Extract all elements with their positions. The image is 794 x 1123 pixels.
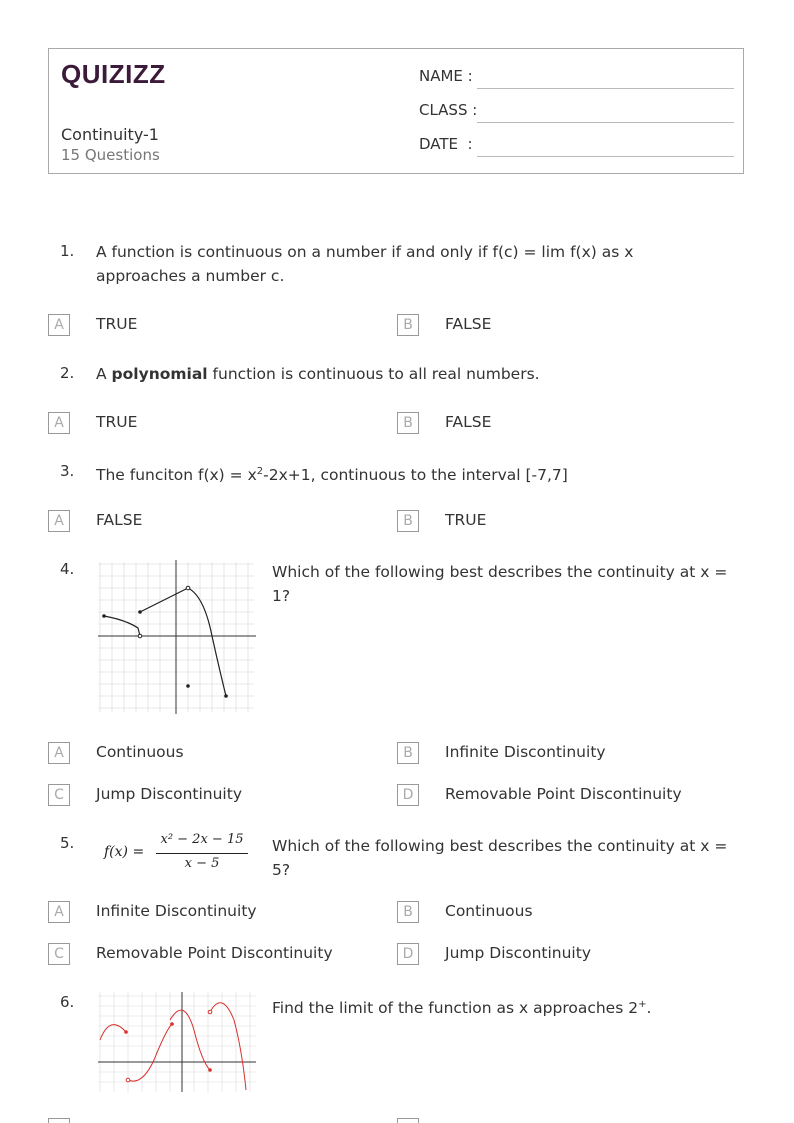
question-number: 3. bbox=[60, 462, 75, 480]
option-letter: C bbox=[48, 784, 70, 806]
red-curve-graph-image bbox=[96, 990, 258, 1094]
curve-segment-1 bbox=[104, 616, 140, 636]
question-number: 2. bbox=[60, 364, 75, 382]
date-line[interactable] bbox=[477, 156, 734, 157]
question-text: Which of the following best describes the continuity at x = 5? bbox=[272, 837, 728, 879]
option-b[interactable] bbox=[397, 742, 727, 766]
question-text: A polynomial function is continuous to all real numbers. bbox=[96, 365, 540, 383]
curve-segment-3 bbox=[170, 1010, 210, 1070]
option-letter: D bbox=[397, 943, 419, 965]
option-letter: A bbox=[48, 901, 70, 923]
fraction-bar bbox=[156, 853, 248, 854]
option-letter: A bbox=[48, 742, 70, 764]
option-a[interactable] bbox=[48, 314, 348, 338]
option-b[interactable] bbox=[397, 901, 727, 925]
option-letter: C bbox=[48, 943, 70, 965]
option-text: Infinite Discontinuity bbox=[96, 902, 257, 920]
question-number: 4. bbox=[60, 560, 75, 578]
option-text: Removable Point Discontinuity bbox=[96, 944, 333, 962]
option-b[interactable] bbox=[397, 510, 697, 534]
option-text: Removable Point Discontinuity bbox=[445, 785, 682, 803]
worksheet-title: Continuity-1 bbox=[61, 125, 159, 144]
option-letter: A bbox=[48, 314, 70, 336]
question-number: 6. bbox=[60, 993, 75, 1011]
option-d[interactable] bbox=[397, 943, 727, 967]
question-number: 1. bbox=[60, 242, 75, 260]
option-text: FALSE bbox=[96, 511, 143, 529]
question-text: The funciton $f(x) = x^2-2x+1$, continuous to the interval [-7,7] bbox=[96, 466, 568, 485]
option-text: TRUE bbox=[445, 511, 487, 529]
curve-segment-2 bbox=[128, 1024, 172, 1081]
option-letter: B bbox=[397, 412, 419, 434]
curve-segment-1 bbox=[100, 1025, 126, 1040]
option-text: Infinite Discontinuity bbox=[445, 743, 606, 761]
option-letter: A bbox=[48, 412, 70, 434]
option-text: Jump Discontinuity bbox=[96, 785, 242, 803]
option-text: Jump Discontinuity bbox=[445, 944, 591, 962]
option-letter: D bbox=[397, 784, 419, 806]
option-letter: B bbox=[397, 510, 419, 532]
option-text: TRUE bbox=[96, 413, 138, 431]
question-number: 5. bbox=[60, 834, 75, 852]
option-a[interactable] bbox=[48, 742, 348, 766]
option-text: FALSE bbox=[445, 413, 492, 431]
name-field[interactable] bbox=[419, 67, 734, 89]
name-line[interactable] bbox=[477, 88, 734, 89]
option-a[interactable] bbox=[48, 412, 348, 436]
option-letter: B bbox=[397, 742, 419, 764]
option-b-partial[interactable] bbox=[397, 1118, 419, 1123]
question-text: Which of the following best describes the continuity at x = 1? bbox=[272, 563, 728, 605]
class-field[interactable] bbox=[419, 101, 734, 123]
question-text: Find the limit of the function as x approaches 2+. bbox=[272, 999, 652, 1018]
name-label: NAME : bbox=[419, 67, 473, 85]
option-a[interactable] bbox=[48, 510, 348, 534]
worksheet-header bbox=[48, 48, 744, 174]
question-text: A function is continuous on a number if and only if f(c) = lim f(x) as x approaches a number c. bbox=[96, 243, 634, 285]
option-text: TRUE bbox=[96, 315, 138, 333]
question-count: 15 Questions bbox=[61, 146, 160, 164]
bold-term: polynomial bbox=[111, 365, 208, 383]
piecewise-graph-image bbox=[96, 556, 258, 716]
option-c[interactable] bbox=[48, 943, 378, 967]
option-letter: B bbox=[397, 314, 419, 336]
option-a[interactable] bbox=[48, 901, 348, 925]
rational-function-formula: f(x) = x² − 2x − 15 x − 5 bbox=[104, 832, 254, 876]
quizizz-logo: QUIZIZZ bbox=[61, 59, 166, 89]
option-text: FALSE bbox=[445, 315, 492, 333]
option-d[interactable] bbox=[397, 784, 727, 808]
curve-segment-3 bbox=[188, 588, 226, 696]
date-field[interactable] bbox=[419, 135, 734, 157]
option-b[interactable] bbox=[397, 412, 697, 436]
option-text: Continuous bbox=[96, 743, 184, 761]
option-a-partial[interactable] bbox=[48, 1118, 70, 1123]
class-line[interactable] bbox=[477, 122, 734, 123]
option-c[interactable] bbox=[48, 784, 348, 808]
date-label: DATE : bbox=[419, 135, 473, 153]
option-letter: A bbox=[48, 510, 70, 532]
class-label: CLASS : bbox=[419, 101, 478, 119]
option-text: Continuous bbox=[445, 902, 533, 920]
option-b[interactable] bbox=[397, 314, 697, 338]
option-letter: B bbox=[397, 901, 419, 923]
